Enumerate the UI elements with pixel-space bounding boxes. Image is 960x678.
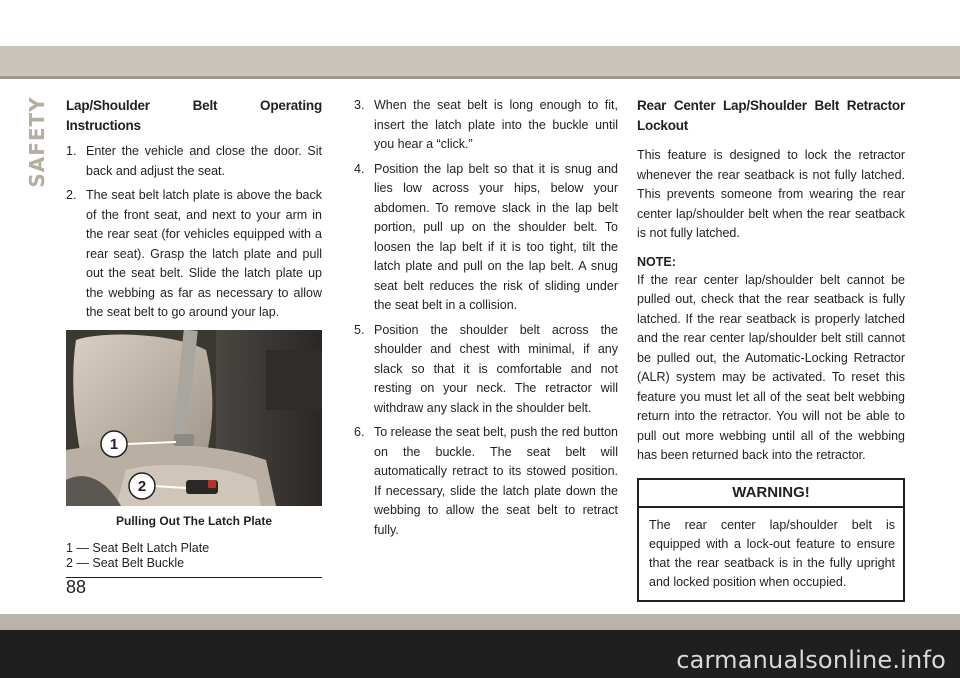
top-margin <box>0 0 960 46</box>
column-2 <box>354 96 618 545</box>
step-item <box>66 142 322 181</box>
step-text: When the seat belt is long enough to fit, insert the latch plate into the buckle until you hear a “click.” <box>374 98 618 151</box>
header-stripe-line <box>0 76 960 79</box>
step-number: 4. <box>354 161 365 176</box>
step-text: Enter the vehicle and close the door. Sit back and adjust the seat. <box>86 144 322 178</box>
warning-title: WARNING! <box>639 480 903 508</box>
step-text: The seat belt latch plate is above the back of the front seat, and next to your arm in the rear seat (for vehicles equipped with a rear seat). Grasp the latch plate and pull out the seat belt. Slide the latch plate up the webbing as far as necessary to allow the seat belt to go around your lap. <box>86 188 322 319</box>
lockout-intro-paragraph: This feature is designed to lock the retractor whenever the rear seatback is not fully latched. This prevents someone from wearing the rear center lap/shoulder belt when the rear seatback is not fully latched. <box>637 148 905 240</box>
step-number: 1. <box>66 144 77 158</box>
step-number: 5. <box>354 322 365 337</box>
note-label: NOTE: <box>637 254 676 269</box>
warning-box <box>637 478 905 602</box>
step-item <box>66 186 322 323</box>
section-side-label <box>25 96 49 188</box>
page-number: 88 <box>66 577 87 597</box>
figure-legend <box>66 541 322 571</box>
step-text: Position the lap belt so that it is snug and lies low across your hips, below your abdomen. To remove slack in the lap belt portion, pull up on the shoulder belt. To loosen the lap belt if it is too tight, tilt the latch plate and pull on the lap belt. A snug seat belt reduces the risk of sliding under the seat belt in a collision. <box>374 161 618 312</box>
step-text: To release the seat belt, push the red button on the buckle. The seat belt will automatically retract to its stowed position. If necessary, slide the latch plate down the webbing to allow the seat belt to retract fully. <box>374 425 618 537</box>
latch-plate-photo <box>66 330 322 506</box>
retractor-lockout-heading: Rear Center Lap/Shoulder Belt Retractor Lockout <box>637 98 905 133</box>
step-item <box>354 160 618 316</box>
step-number: 6. <box>354 425 365 439</box>
legend-item: 2 — Seat Belt Buckle <box>66 556 185 570</box>
header-stripe <box>0 46 960 76</box>
warning-text: The rear center lap/shoulder belt is equipped with a lock-out feature to ensure that the rear seatback is in the fully upright and locked position when occupied. <box>649 517 895 589</box>
figure-caption: Pulling Out The Latch Plate <box>115 513 272 528</box>
seat-belt-illustration <box>66 330 322 506</box>
step-text: Position the shoulder belt across the shoulder and chest with minimal, if any slack so that it is comfortable and not resting on your neck. The retractor will withdraw any slack in the shoulder belt. <box>374 322 618 415</box>
column-3 <box>637 96 905 602</box>
callout-2: 2 <box>137 477 147 495</box>
step-item <box>354 423 618 540</box>
step-item <box>354 321 618 419</box>
steps-list-2 <box>354 96 618 540</box>
watermark-text: carmanualsonline.info <box>676 646 946 674</box>
legend-item: 1 — Seat Belt Latch Plate <box>66 541 210 555</box>
step-item <box>354 96 618 155</box>
section-side-label-text: SAFETY <box>25 96 49 188</box>
step-number: 3. <box>354 98 365 112</box>
column-1 <box>66 96 322 578</box>
callout-1: 1 <box>109 435 119 453</box>
footer-stripe <box>0 614 960 630</box>
step-number: 2. <box>66 188 77 202</box>
operating-instructions-heading: Lap/Shoulder Belt Operating Instructions <box>66 98 322 133</box>
note-paragraph: If the rear center lap/shoulder belt cannot be pulled out, check that the rear seatback is fully latched. If the rear seatback is properly latched and the rear center lap/shoulder belt still cannot be pulled out, the Automatic-Locking Retractor (ALR) system may be activated. To reset this feature you must let all of the seat belt webbing return into the retractor. You will not be able to pull out more webbing until all of the webbing has been returned back into the retractor. <box>637 272 905 462</box>
steps-list-1 <box>66 142 322 323</box>
legend-rule <box>66 577 322 578</box>
